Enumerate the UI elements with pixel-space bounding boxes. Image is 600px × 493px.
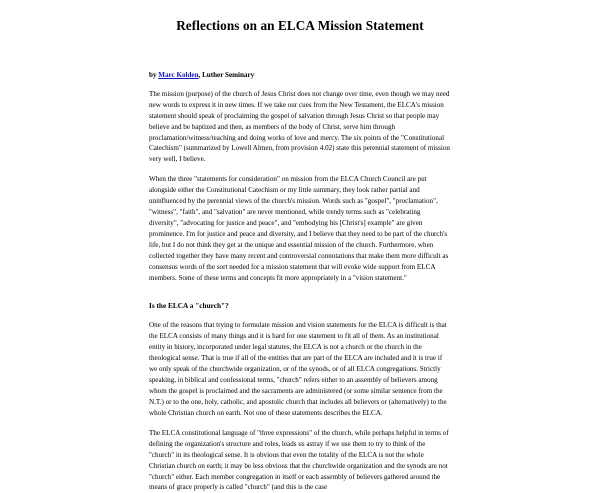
byline <box>149 71 451 80</box>
author-link[interactable]: Marc Kolden <box>158 70 199 79</box>
body-paragraph: The ELCA constitutional language of "three expressions" of the church, while perhaps helpful in terms of defining the organization's structure and roles, leads us astray if we use them to try to think of the "church" in its theological sense. It is obvious that even the totality of the ELCA is not the whole Christian church on earth; it may be less obvious that the churchwide organization and the synods are not "church" either. Each member congregation in itself or each assembly of believers gathered around the means of grace properly is called "church" (and this is the case <box>149 428 449 492</box>
document-content <box>149 0 451 493</box>
section-heading: Is the ELCA a "church"? <box>149 300 229 310</box>
page-title: Reflections on an ELCA Mission Statement <box>176 18 424 33</box>
body-paragraph: When the three "statements for consideration" on mission from the ELCA Church Council are put alongside either the Constitutional Catechism or my little summary, they look rather partial and uninfluenced by the perennial views of the church's mission. Words such as "gospel", "proclamation", "witness", "faith", and "salvation" are never mentioned, while trendy terms such as "celebrating diversity", "advocating for justice and peace", and "embodying his [Christ's] example" are given prominence. I'm for justice and peace and diversity, and I believe that they need to be part of the church's life, but I do not think they get at the unique and essential mission of the church. Furthermore, when collected together they have many recent and controversial connotations that make them more difficult as consensus words of the sort needed for a mission statement that will evoke wide support from ELCA members. Some of these terms and concepts fit more appropriately in a "vision statement." <box>149 175 449 282</box>
body-paragraph: One of the reasons that trying to formulate mission and vision statements for the ELCA is difficult is that the ELCA consists of many things and it is hard for one statement to fit all of them. As an institutional entity in history, incorporated under legal statutes, the ELCA is not a church or the church in the theological sense. That is true if all of the entities that are part of the ELCA are included and it is true if we only speak of the churchwide organization, or of the synods, or of all ELCA congregations. Strictly speaking, in biblical and confessional terms, "church" refers either to an assembly of believers among whom the gospel is proclaimed and the sacraments are administered (or some similar sentence from the N.T.) or to the one, holy, catholic, and apostolic church that includes all believers or (alternatively) to the whole Christian church on earth. Not one of these statements describes the ELCA. <box>149 321 447 417</box>
byline-prefix: by <box>149 70 159 79</box>
body-paragraph: The mission (purpose) of the church of Jesus Christ does not change over time, even though we may need new words to express it in new times. If we take our cues from the New Testament, the ELCA's mission statement should speak of proclaiming the gospel of salvation through Jesus Christ so that people may believe and be baptized and then, as members of the body of Christ, serve him through proclamation/witness/teaching and doing works of love and mercy. The six points of the "Constitutional Catechism" (summarized by Lowell Almen, from provision 4.02) state this perennial statement of mission very well, I believe. <box>149 89 450 164</box>
byline-suffix: , Luther Seminary <box>198 70 255 79</box>
